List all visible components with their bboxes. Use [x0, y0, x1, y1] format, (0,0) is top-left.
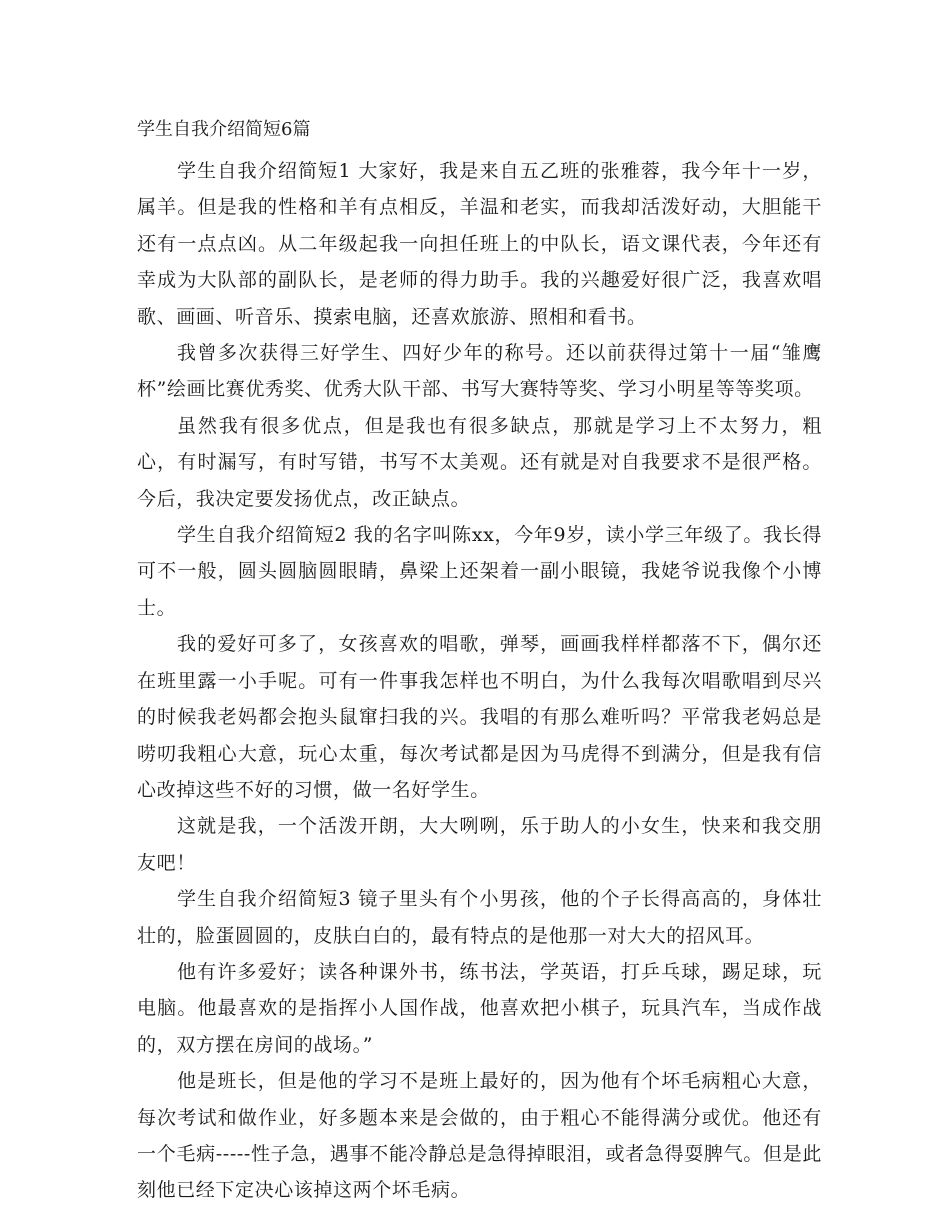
paragraph: 虽然我有很多优点，但是我也有很多缺点，那就是学习上不太努力，粗心，有时漏写，有时写错，书写不太美观。还有就是对自我要求不是很严格。今后，我决定要发扬优点，改正缺点。 — [137, 414, 822, 510]
paragraph: 学生自我介绍简短3 镜子里头有个小男孩，他的个子长得高高的，身体壮壮的，脸蛋圆圆的，皮肤白白的，最有特点的是他那一对大大的招风耳。 — [137, 888, 822, 947]
paragraph: 学生自我介绍简短1 大家好，我是来自五乙班的张雅蓉，我今年十一岁，属羊。但是我的性格和羊有点相反，羊温和老实，而我却活泼好动，大胆能干还有一点点凶。从二年级起我一向担任班上的中队长，语文课代表，今年还有幸成为大队部的副队长，是老师的得力助手。我的兴趣爱好很广泛，我喜欢唱歌、画画、听音乐、摸索电脑，还喜欢旅游、照相和看书。 — [137, 160, 822, 328]
paragraph: 他有许多爱好；读各种课外书，练书法，学英语，打乒乓球，踢足球，玩电脑。他最喜欢的是指挥小人国作战，他喜欢把小棋子，玩具汽车，当成作战的，双方摆在房间的战场。” — [137, 960, 822, 1056]
document-body — [137, 153, 822, 1209]
paragraph: 他是班长，但是他的学习不是班上最好的，因为他有个坏毛病粗心大意，每次考试和做作业，好多题本来是会做的，由于粗心不能得满分或优。他还有一个毛病-----性子急，遇事不能冷静总是急得掉眼泪，或者急得耍脾气。但是此刻他已经下定决心该掉这两个坏毛病。 — [137, 1070, 822, 1202]
paragraph: 我的爱好可多了，女孩喜欢的唱歌，弹琴，画画我样样都落不下，偶尔还在班里露一小手呢。可有一件事我怎样也不明白，为什么我每次唱歌唱到尽兴的时候我老妈都会抱头鼠窜扫我的兴。我唱的有那么难听吗？平常我老妈总是唠叨我粗心大意，玩心太重，每次考试都是因为马虎得不到满分，但是我有信心改掉这些不好的习惯，做一名好学生。 — [137, 633, 822, 801]
paragraph: 学生自我介绍简短2 我的名字叫陈xx，今年9岁，读小学三年级了。我长得可不一般，圆头圆脑圆眼睛，鼻梁上还架着一副小眼镜，我姥爷说我像个小博士。 — [137, 524, 822, 619]
paragraph: 我曾多次获得三好学生、四好少年的称号。还以前获得过第十一届“雏鹰杯”绘画比赛优秀奖、优秀大队干部、书写大赛特等奖、学习小明星等等奖项。 — [137, 342, 822, 401]
document-title: 学生自我介绍简短6篇 — [137, 119, 311, 140]
paragraph: 这就是我，一个活泼开朗，大大咧咧，乐于助人的小女生，快来和我交朋友吧！ — [137, 815, 822, 874]
